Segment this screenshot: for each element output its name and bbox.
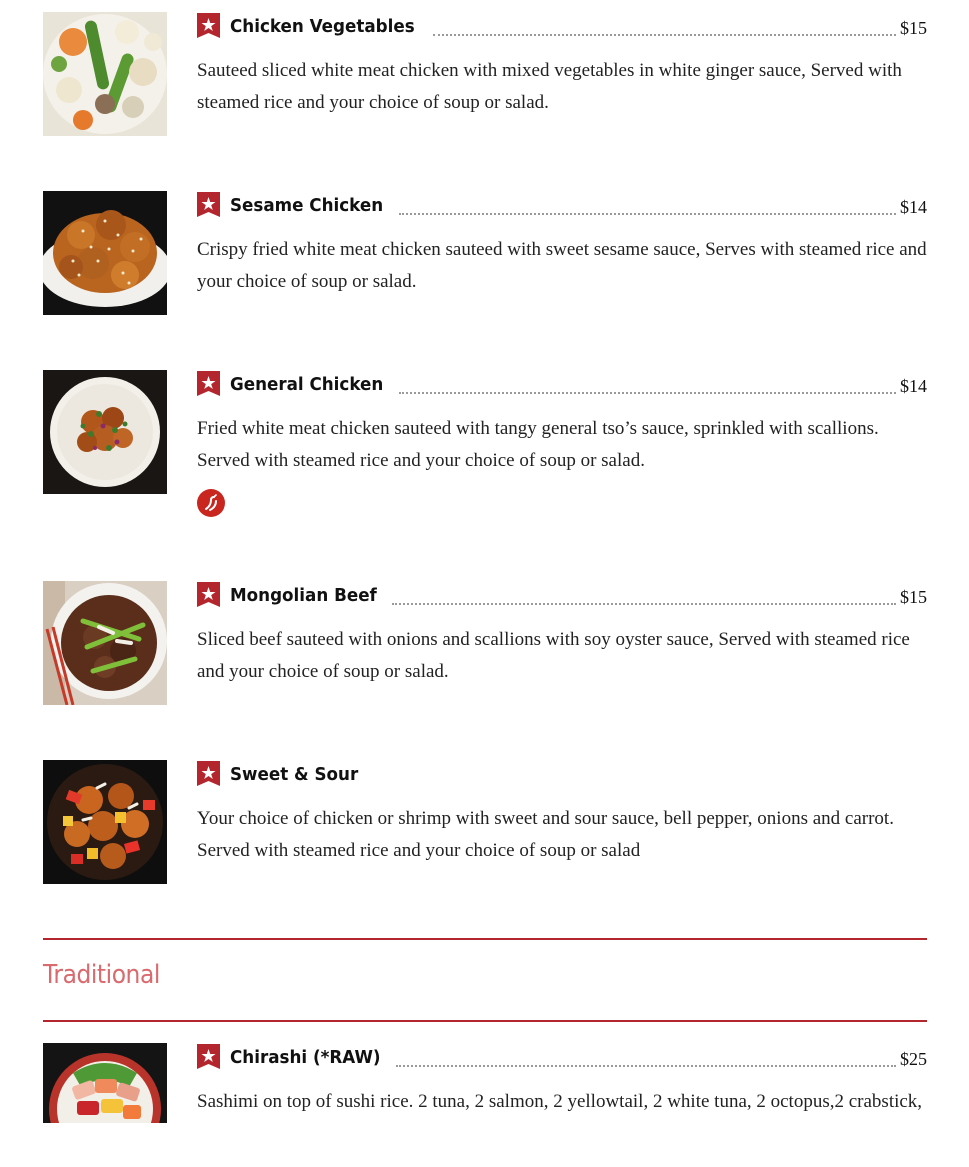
menu-item-sesame-chicken[interactable] — [43, 191, 927, 315]
chili-pepper-icon — [197, 489, 225, 517]
item-title-row — [197, 191, 927, 217]
item-title-row — [197, 1043, 927, 1069]
item-title-row — [197, 12, 927, 38]
item-price: $25 — [900, 1049, 927, 1069]
star-badge-icon — [197, 582, 220, 607]
section-divider-bottom — [43, 1020, 927, 1022]
dotted-leader — [396, 1064, 896, 1067]
item-content — [197, 370, 927, 522]
item-name: Sesame Chicken — [230, 195, 384, 216]
item-description: Sliced beef sauteed with onions and scallions with soy oyster sauce, Served with steamed rice and your choice of soup or salad. — [197, 629, 910, 682]
section-title: Traditional — [43, 960, 160, 990]
item-content — [197, 581, 927, 688]
item-title-row — [197, 370, 927, 396]
traditional-menu-list — [43, 1043, 927, 1167]
dish-photo[interactable] — [43, 191, 167, 315]
item-title-row — [197, 581, 927, 607]
dish-photo[interactable] — [43, 581, 167, 705]
star-badge-icon — [197, 192, 220, 217]
dotted-leader — [433, 33, 896, 36]
item-price: $15 — [900, 587, 927, 607]
menu-item-general-chicken[interactable] — [43, 370, 927, 494]
dish-photo[interactable] — [43, 1043, 167, 1123]
item-content — [197, 1043, 927, 1118]
menu-item-mongolian-beef[interactable] — [43, 581, 927, 705]
star-badge-icon — [197, 761, 220, 786]
star-badge-icon — [197, 371, 220, 396]
item-description: Sashimi on top of sushi rice. 2 tuna, 2 salmon, 2 yellowtail, 2 white tuna, 2 octopus,2 crabstick, — [197, 1091, 923, 1112]
section-divider-top — [43, 938, 927, 940]
item-name: Sweet & Sour — [230, 764, 359, 785]
item-description: Crispy fried white meat chicken sauteed with sweet sesame sauce, Serves with steamed rice and your choice of soup or salad. — [197, 239, 927, 292]
item-name: Chicken Vegetables — [230, 16, 415, 37]
item-price: $14 — [900, 197, 927, 217]
item-name: Chirashi (*RAW) — [230, 1047, 381, 1068]
star-badge-icon — [197, 13, 220, 38]
menu-item-sweet-and-sour[interactable] — [43, 760, 927, 884]
dotted-leader — [392, 602, 896, 605]
menu-item-chirashi[interactable] — [43, 1043, 927, 1167]
item-description: Sauteed sliced white meat chicken with mixed vegetables in white ginger sauce, Served with steamed rice and your choice of soup or salad. — [197, 60, 902, 113]
item-name: General Chicken — [230, 374, 384, 395]
dish-photo[interactable] — [43, 760, 167, 884]
item-content — [197, 760, 927, 867]
star-badge-icon — [197, 1044, 220, 1069]
item-description: Fried white meat chicken sauteed with tangy general tso’s sauce, sprinkled with scallions. Served with steamed rice and your choice of soup or salad. — [197, 418, 879, 471]
item-title-row — [197, 760, 927, 786]
item-name: Mongolian Beef — [230, 585, 377, 606]
dotted-leader — [399, 391, 896, 394]
item-price: $15 — [900, 18, 927, 38]
dish-photo[interactable] — [43, 370, 167, 494]
dish-photo[interactable] — [43, 12, 167, 136]
item-content — [197, 191, 927, 298]
menu-list — [43, 12, 927, 884]
dotted-leader — [399, 212, 896, 215]
item-content — [197, 12, 927, 119]
item-description: Your choice of chicken or shrimp with sweet and sour sauce, bell pepper, onions and carrot. Served with steamed rice and your choice of soup or salad — [197, 808, 894, 861]
item-price: $14 — [900, 376, 927, 396]
menu-item-chicken-vegetables[interactable] — [43, 12, 927, 136]
